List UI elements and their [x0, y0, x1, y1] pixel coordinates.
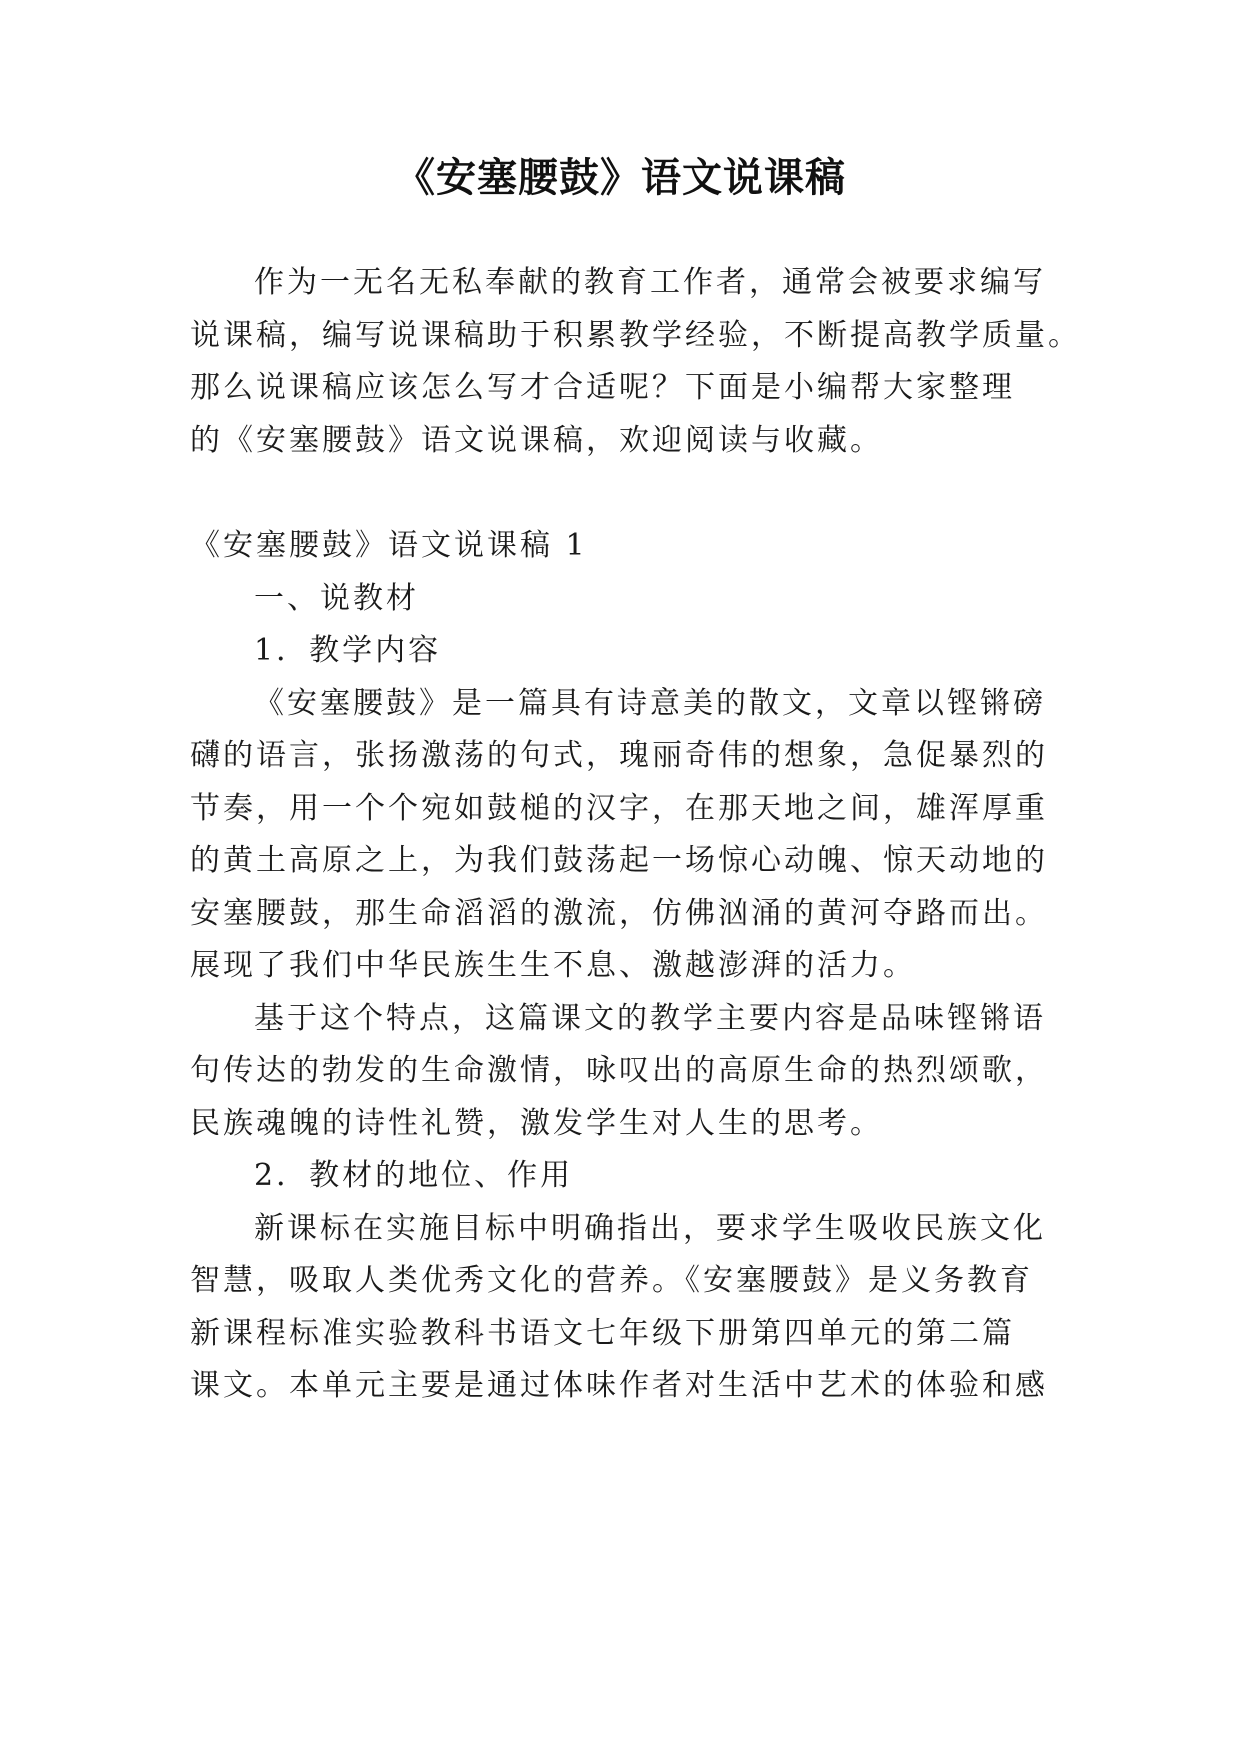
intro-line-3: 那么说课稿应该怎么写才合适呢？下面是小编帮大家整理 — [190, 370, 1015, 405]
para1-line-5: 安塞腰鼓，那生命滔滔的激流，仿佛汹涌的黄河夺路而出。 — [190, 896, 1048, 931]
para3-line-2: 智慧，吸取人类优秀文化的营养。《安塞腰鼓》是义务教育 — [190, 1263, 1033, 1298]
para1-line-1: 《安塞腰鼓》是一篇具有诗意美的散文，文章以铿锵磅 — [254, 686, 1046, 721]
para1-line-6: 展现了我们中华民族生生不息、激越澎湃的活力。 — [190, 948, 916, 983]
para3-line-1: 新课标在实施目标中明确指出，要求学生吸收民族文化 — [254, 1211, 1046, 1246]
para2-line-3: 民族魂魄的诗性礼赞，激发学生对人生的思考。 — [190, 1106, 883, 1141]
document-title: 《安塞腰鼓》语文说课稿 — [395, 155, 846, 201]
para1-line-3: 节奏，用一个个宛如鼓槌的汉字，在那天地之间，雄浑厚重 — [190, 791, 1048, 826]
para3-line-3: 新课程标准实验教科书语文七年级下册第四单元的第二篇 — [190, 1316, 1015, 1351]
intro-line-2: 说课稿，编写说课稿助于积累教学经验，不断提高教学质量。 — [190, 318, 1081, 353]
para2-line-1: 基于这个特点，这篇课文的教学主要内容是品味铿锵语 — [254, 1001, 1046, 1036]
para1-line-4: 的黄土高原之上，为我们鼓荡起一场惊心动魄、惊天动地的 — [190, 843, 1048, 878]
sub-heading-teaching-content: 1．教学内容 — [254, 633, 442, 668]
intro-line-4: 的《安塞腰鼓》语文说课稿，欢迎阅读与收藏。 — [190, 423, 883, 458]
para2-line-2: 句传达的勃发的生命激情，咏叹出的高原生命的热烈颂歌， — [190, 1053, 1048, 1088]
intro-line-1: 作为一无名无私奉献的教育工作者，通常会被要求编写 — [254, 265, 1046, 300]
part-heading: 一、说教材 — [254, 581, 419, 616]
para3-line-4: 课文。本单元主要是通过体味作者对生活中艺术的体验和感 — [190, 1368, 1048, 1403]
section-heading: 《安塞腰鼓》语文说课稿 1 — [190, 528, 588, 563]
para1-line-2: 礴的语言，张扬激荡的句式，瑰丽奇伟的想象，急促暴烈的 — [190, 738, 1048, 773]
sub-heading-textbook-role: 2．教材的地位、作用 — [254, 1158, 574, 1193]
